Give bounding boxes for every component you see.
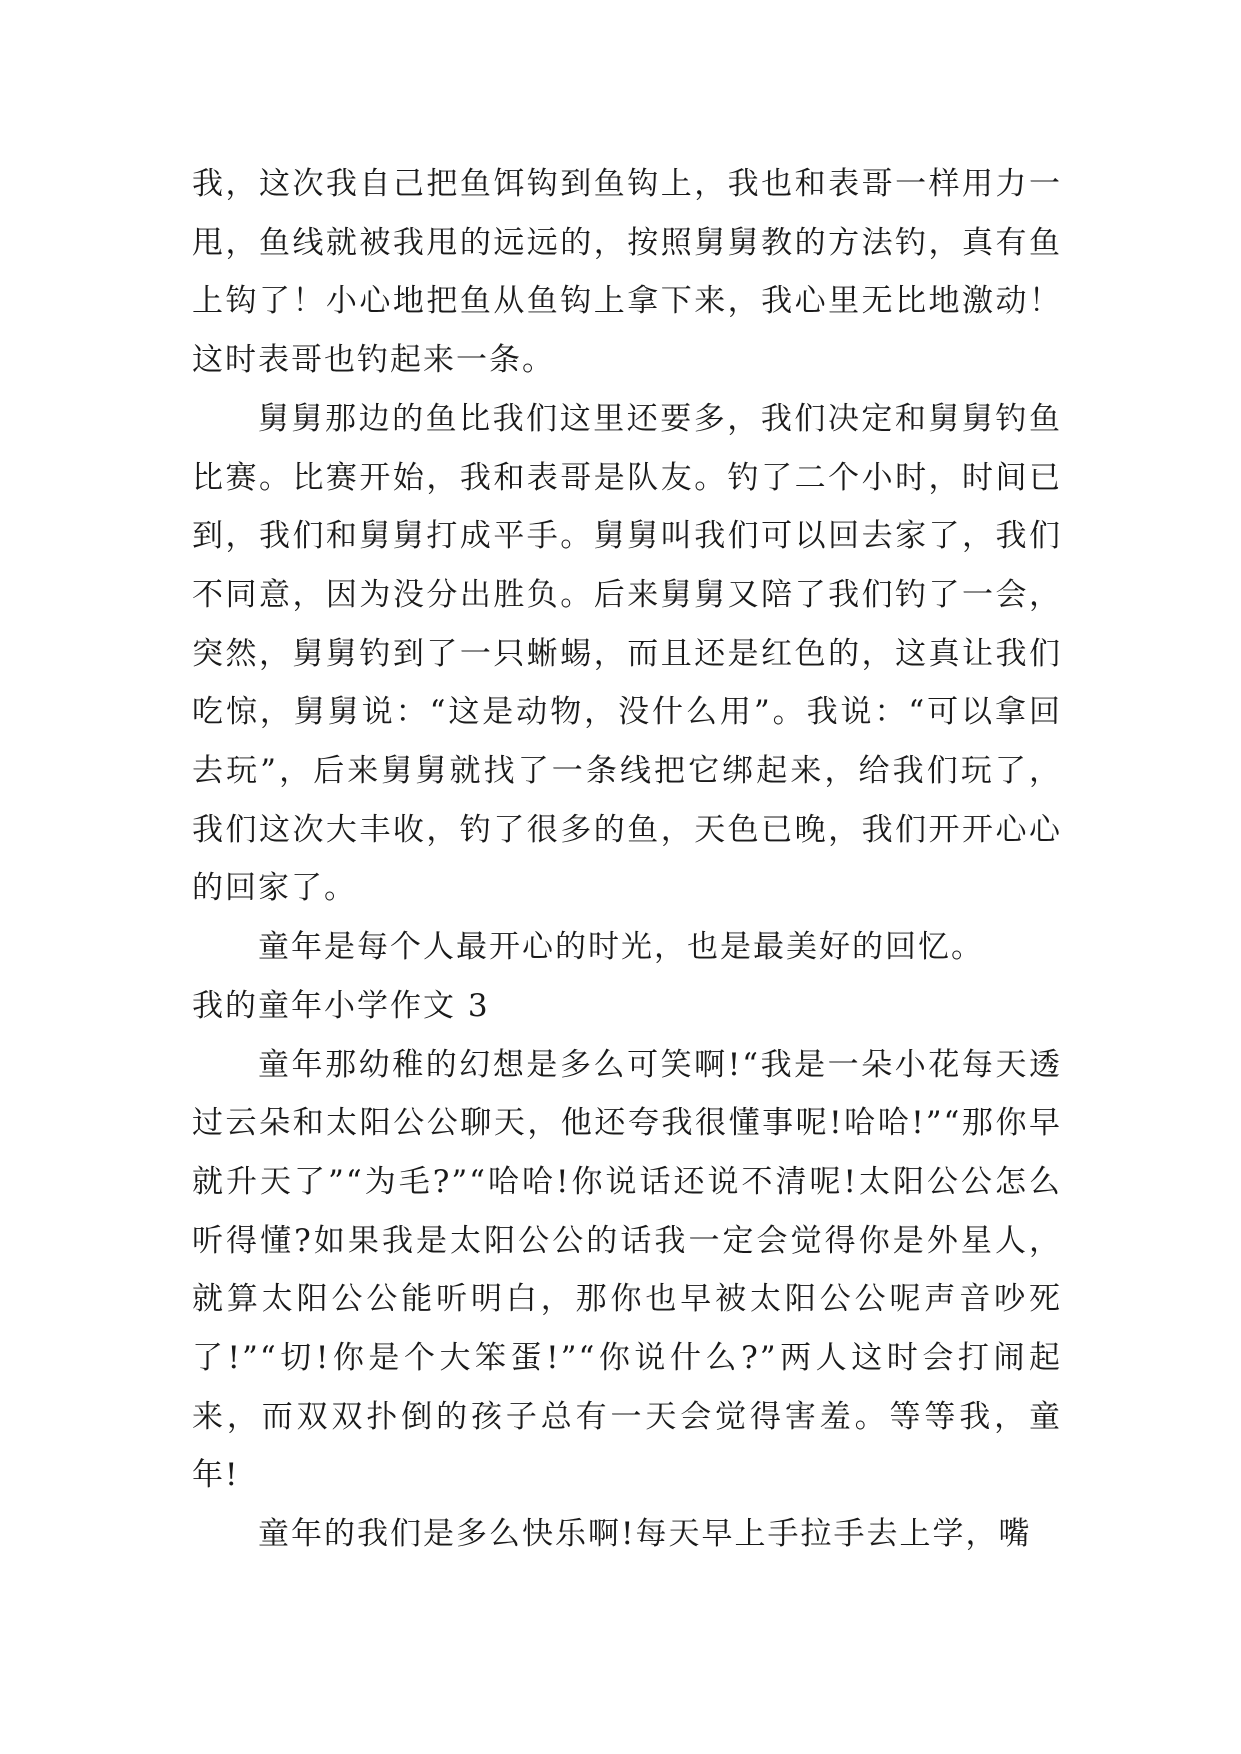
section-heading: 我的童年小学作文 3 (192, 987, 490, 1024)
document-body (192, 155, 1062, 1564)
paragraph-3: 童年是每个人最开心的时光，也是最美好的回忆。 (258, 929, 984, 966)
paragraph-2: 舅舅那边的鱼比我们这里还要多，我们决定和舅舅钓鱼比赛。比赛开始，我和表哥是队友。钓了二个小时，时间已到，我们和舅舅打成平手。舅舅叫我们可以回去家了，我们不同意，因为没分出胜负。后来舅舅又陪了我们钓了一会，突然，舅舅钓到了一只蜥蜴，而且还是红色的，这真让我们吃惊，舅舅说：“这是动物，没什么用”。我说：“可以拿回去玩”，后来舅舅就找了一条线把它绑起来，给我们玩了，我们这次大丰收，钓了很多的鱼，天色已晚，我们开开心心的回家了。 (192, 400, 1062, 907)
paragraph-1: 我，这次我自己把鱼饵钩到鱼钩上，我也和表哥一样用力一甩，鱼线就被我甩的远远的，按照舅舅教的方法钓，真有鱼上钩了！小心地把鱼从鱼钩上拿下来，我心里无比地激动！这时表哥也钓起来一条。 (192, 166, 1062, 379)
paragraph-4: 童年那幼稚的幻想是多么可笑啊!“我是一朵小花每天透过云朵和太阳公公聊天，他还夸我很懂事呢!哈哈!”“那你早就升天了”“为毛?”“哈哈!你说话还说不清呢!太阳公公怎么听得懂?如果我是太阳公公的话我一定会觉得你是外星人，就算太阳公公能听明白，那你也早被太阳公公呢声音吵死了!”“切!你是个大笨蛋!”“你说什么?”两人这时会打闹起来，而双双扑倒的孩子总有一天会觉得害羞。等等我，童年! (192, 1046, 1062, 1494)
paragraph-5: 童年的我们是多么快乐啊!每天早上手拉手去上学，嘴 (258, 1516, 1032, 1553)
